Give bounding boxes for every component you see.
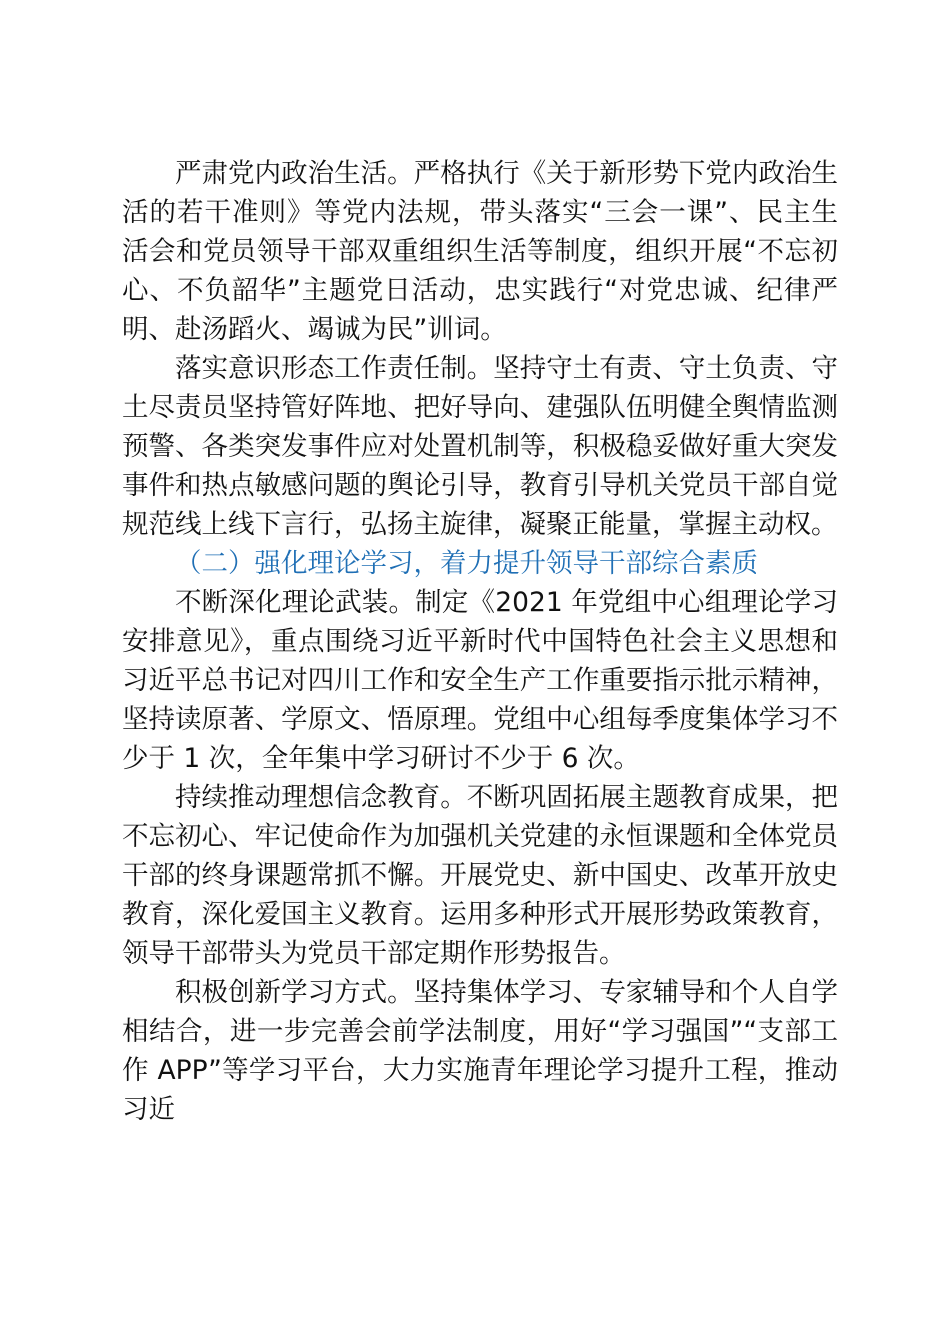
paragraph-political-life: 严肃党内政治生活。严格执行《关于新形势下党内政治生活的若干准则》等党内法规，带头落实“三会一课”、民主生活会和党员领导干部双重组织生活等制度，组织开展“不忘初心、不负韶华”主题党日活动，忠实践行“对党忠诚、纪律严明、赴汤蹈火、竭诚为民”训词。	[122, 158, 838, 345]
paragraph-learning-methods: 积极创新学习方式。坚持集体学习、专家辅导和个人自学相结合，进一步完善会前学法制度，用好“学习强国”“支部工作 APP”等学习平台，大力实施青年理论学习提升工程，推动习近	[122, 977, 838, 1125]
paragraph-ideals-education: 持续推动理想信念教育。不断巩固拓展主题教育成果，把不忘初心、牢记使命作为加强机关党建的永恒课题和全体党员干部的终身课题常抓不懈。开展党史、新中国史、改革开放史教育，深化爱国主义教育。运用多种形式开展形势政策教育，领导干部带头为党员干部定期作形势报告。	[122, 782, 838, 969]
section-heading: （二）强化理论学习，着力提升领导干部综合素质	[175, 548, 758, 579]
document-body	[122, 154, 838, 1129]
paragraph-theory-study: 不断深化理论武装。制定《2021 年党组中心组理论学习安排意见》，重点围绕习近平新时代中国特色社会主义思想和习近平总书记对四川工作和安全生产工作重要指示批示精神，坚持读原著、学原文、悟原理。党组中心组每季度集体学习不少于 1 次，全年集中学习研讨不少于 6 次。	[122, 587, 838, 774]
paragraph-ideology-responsibility: 落实意识形态工作责任制。坚持守土有责、守土负责、守土尽责员坚持管好阵地、把好导向、建强队伍明健全舆情监测预警、各类突发事件应对处置机制等，积极稳妥做好重大突发事件和热点敏感问题的舆论引导，教育引导机关党员干部自觉规范线上线下言行，弘扬主旋律，凝聚正能量，掌握主动权。	[122, 353, 838, 540]
